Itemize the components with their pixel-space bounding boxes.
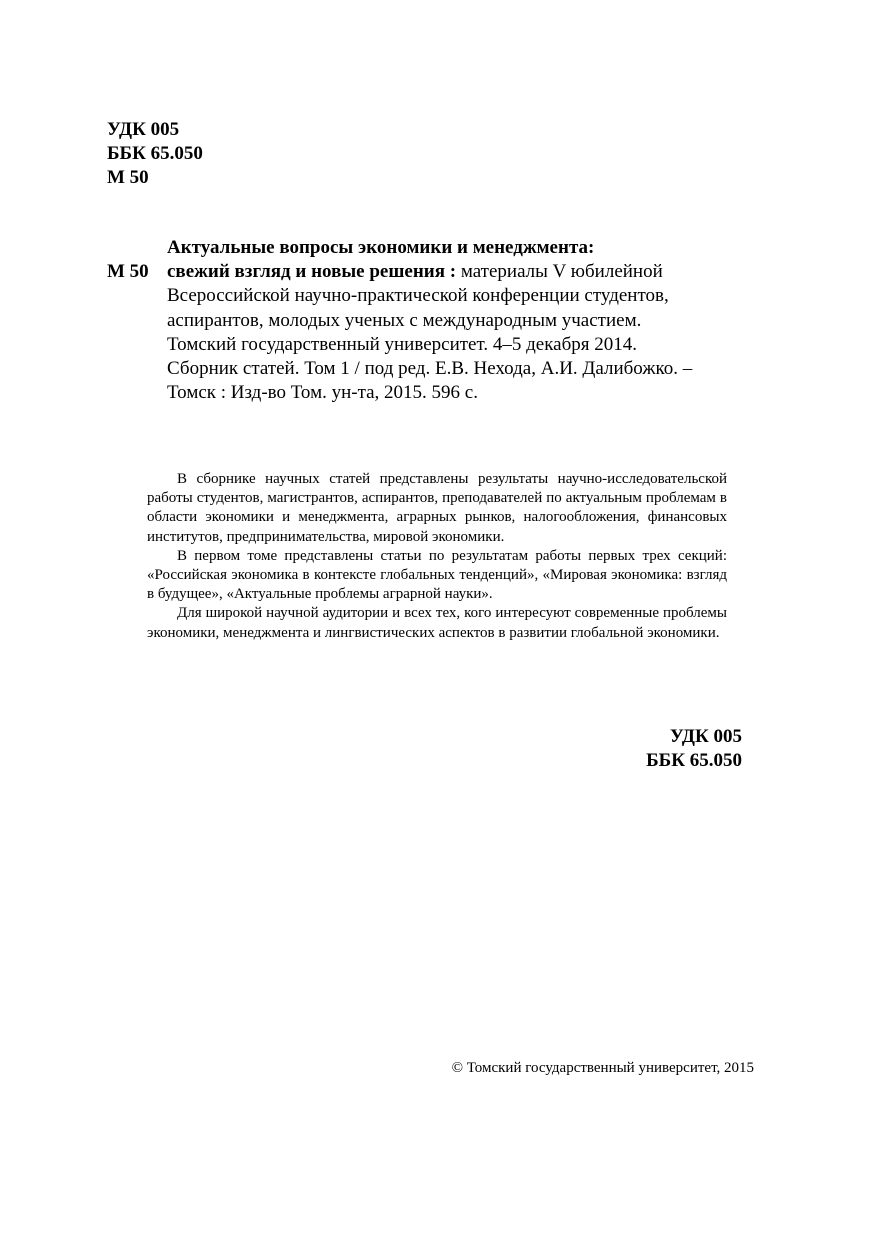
annotation-paragraph-1: В сборнике научных статей представлены результаты научно-исследовательской работы студентов, магистрантов, аспирантов, преподавателей по актуальным проблемам в области экономики и менеджмента, аграрных рынков, налогообложения, финансовых институтов, предпринимательства, мировой экономики.	[147, 471, 727, 545]
annotation-paragraph-3: Для широкой научной аудитории и всех тех, кого интересуют современные проблемы экономики, менеджмента и лингвистических аспектов в развитии глобальной экономики.	[147, 605, 727, 641]
catalog-title-line1: Актуальные вопросы экономики и менеджмента:	[167, 237, 595, 258]
classification-codes	[107, 118, 203, 190]
classification-codes-bottom	[646, 725, 742, 773]
author-mark: М 50	[107, 167, 149, 188]
bbk-code: ББК 65.050	[107, 143, 203, 164]
catalog-desc-line5: Сборник статей. Том 1 / под ред. Е.В. Нехода, А.И. Далибожко. –	[167, 358, 693, 380]
catalog-title-line2: свежий взгляд и новые решения :	[167, 261, 457, 283]
udk-code-bottom: УДК 005	[669, 726, 742, 747]
catalog-card	[107, 236, 747, 405]
bbk-code-bottom: ББК 65.050	[646, 750, 742, 771]
catalog-desc-line2: Всероссийской научно-практической конференции студентов,	[167, 285, 669, 307]
catalog-author-mark: М 50	[107, 261, 149, 283]
annotation	[147, 470, 727, 643]
udk-code: УДК 005	[107, 119, 180, 140]
copyright-notice: © Томский государственный университет, 2015	[451, 1060, 754, 1076]
catalog-desc-line6: Томск : Изд-во Том. ун-та, 2015. 596 с.	[167, 382, 478, 404]
catalog-desc-line4: Томский государственный университет. 4–5 декабря 2014.	[167, 333, 637, 355]
catalog-entry	[167, 236, 747, 405]
catalog-desc-line3: аспирантов, молодых ученых с международным участием.	[167, 309, 642, 331]
catalog-desc-line1: материалы V юбилейной	[456, 261, 663, 283]
annotation-paragraph-2: В первом томе представлены статьи по результатам работы первых трех секций: «Российская экономика в контексте глобальных тенденций», «Мировая экономика: взгляд в будущее», «Актуальные проблемы аграрной науки».	[147, 547, 727, 603]
